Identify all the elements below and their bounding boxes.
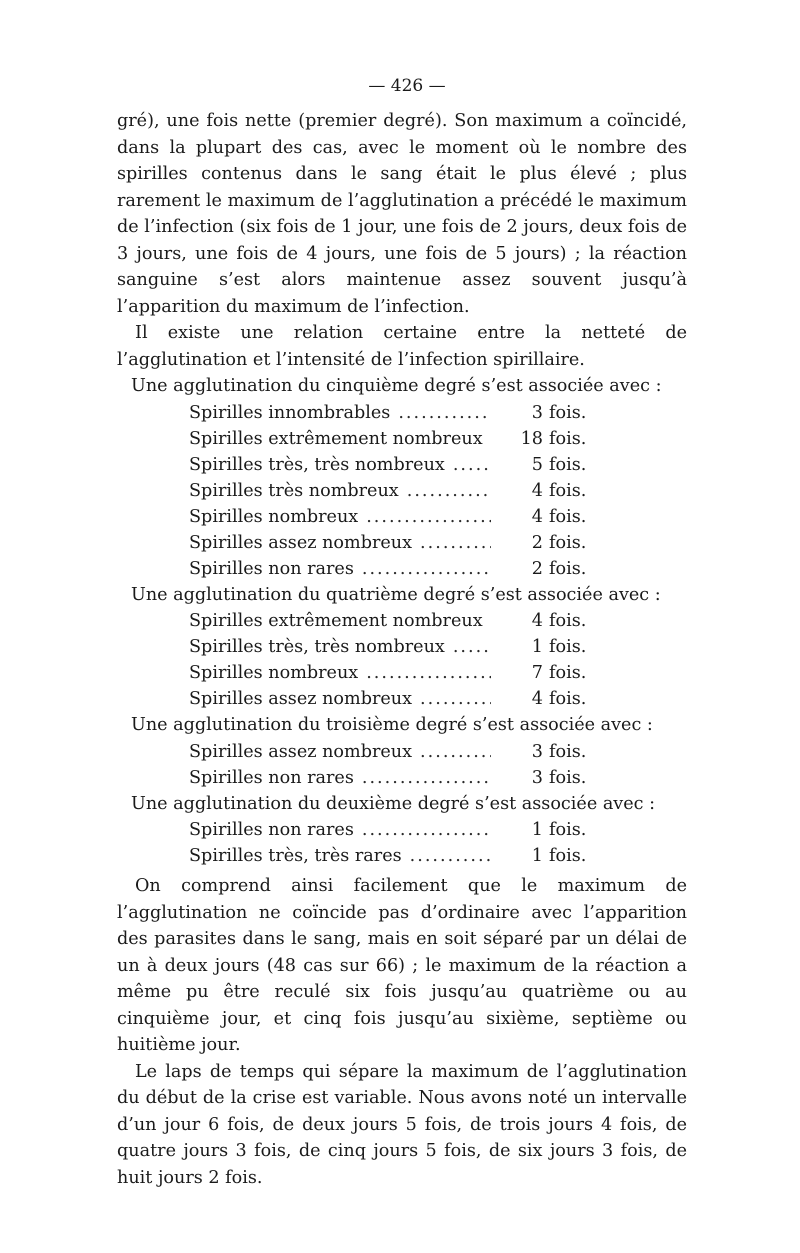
group-heading-third-degree: Une agglutination du troisième degré s’est associée avec : [131, 715, 653, 735]
entry-unit: fois. [549, 402, 587, 423]
dot-leader [390, 400, 491, 426]
entry-label: Spirilles très, très nombreux [189, 454, 445, 475]
list-entry [117, 556, 687, 582]
entry-list-fourth-degree [117, 608, 687, 712]
entry-unit: fois. [549, 663, 587, 683]
list-entry [117, 817, 687, 843]
list-entry [117, 634, 687, 660]
entry-label: Spirilles assez nombreux [189, 532, 413, 553]
entry-count: 3 [531, 402, 543, 423]
entry-list-second-degree [117, 817, 687, 869]
list-entry [117, 504, 687, 530]
paragraph-relation: Il existe une relation certaine entre la netteté de l’agglutination et l’intensité de l’infection spirillaire. [117, 323, 687, 370]
entry-unit: fois. [549, 480, 587, 501]
entry-count: 4 [531, 611, 543, 631]
entry-label: Spirilles très nombreux [189, 480, 399, 501]
entry-count: 5 [531, 454, 543, 475]
entry-label: Spirilles assez nombreux [189, 689, 413, 709]
dot-leader [402, 843, 491, 869]
paragraph-continuation: gré), une fois nette (premier degré). Son maximum a coïncidé, dans la plupart des cas, avec le moment où le nombre des spirilles contenus dans le sang était le plus élevé ; plus rarement le maximum de l’agglutination a précédé le maximum de l’infection (six fois de 1 jour, une fois de 2 jours, deux fois de 3 jours, une fois de 4 jours, une fois de 5 jours) ; la réaction sanguine s’est alors maintenue assez souvent jusqu’à l’apparition du maximum de l’infection. [117, 111, 687, 317]
entry-count: 2 [531, 558, 543, 579]
list-entry [117, 660, 687, 686]
dot-leader [412, 686, 491, 712]
entry-count: 3 [531, 741, 543, 762]
list-entry [117, 400, 687, 426]
paragraph-interval: Le laps de temps qui sépare la maximum de l’agglutination du début de la crise est variable. Nous avons noté un intervalle d’un jour 6 fois, de deux jours 5 fois, de trois jours 4 fois, de quatre jours 3 fois, de cinq jours 5 fois, de six jours 3 fois, de huit jours 2 fois. [117, 1061, 687, 1188]
list-entry [117, 530, 687, 556]
entry-label: Spirilles extrêmement nombreux [189, 428, 483, 449]
dot-leader [399, 478, 491, 504]
entry-count: 3 [531, 767, 543, 788]
entry-unit: fois. [549, 767, 587, 788]
list-entry [117, 843, 687, 869]
dot-leader [358, 504, 491, 530]
entry-count: 7 [531, 663, 543, 683]
entry-count: 1 [531, 846, 543, 866]
entry-count: 1 [531, 820, 543, 840]
entry-unit: fois. [549, 820, 587, 840]
entry-unit: fois. [549, 846, 587, 866]
list-entry [117, 478, 687, 504]
entry-label: Spirilles très, très rares [189, 846, 402, 866]
dot-leader [412, 739, 491, 765]
entry-count: 4 [531, 506, 543, 527]
entry-count: 18 [520, 428, 543, 449]
list-entry [117, 608, 687, 634]
entry-count: 4 [531, 689, 543, 709]
entry-unit: fois. [549, 532, 587, 553]
dot-leader [354, 817, 491, 843]
entry-label: Spirilles non rares [189, 820, 354, 840]
dot-leader [358, 660, 491, 686]
entry-count: 4 [531, 480, 543, 501]
entry-unit: fois. [549, 506, 587, 527]
list-entry [117, 739, 687, 765]
entry-unit: fois. [549, 689, 587, 709]
group-heading-fifth-degree: Une agglutination du cinquième degré s’est associée avec : [131, 376, 662, 396]
entry-label: Spirilles nombreux [189, 663, 359, 683]
entry-unit: fois. [549, 454, 587, 475]
entry-label: Spirilles non rares [189, 558, 354, 579]
group-heading-fourth-degree: Une agglutination du quatrième degré s’est associée avec : [131, 584, 661, 605]
entry-list-fifth-degree [117, 400, 687, 582]
entry-unit: fois. [549, 611, 587, 631]
dot-leader [354, 765, 491, 791]
page-number: — 426 — [368, 76, 446, 96]
list-entry [117, 686, 687, 712]
dot-leader [412, 530, 491, 556]
entry-label: Spirilles très, très nombreux [189, 637, 445, 657]
entry-label: Spirilles extrêmement nombreux [189, 611, 483, 631]
entry-list-third-degree [117, 739, 687, 791]
list-entry [117, 426, 687, 452]
list-entry [117, 452, 687, 478]
dot-leader [445, 634, 491, 660]
entry-label: Spirilles innombrables [189, 402, 391, 423]
entry-unit: fois. [549, 741, 587, 762]
document-page [117, 70, 687, 1191]
list-entry [117, 765, 687, 791]
paragraph-conclusion: On comprend ainsi facilement que le maximum de l’agglutination ne coïncide pas d’ordinaire avec l’apparition des parasites dans le sang, mais en soit séparé par un délai de un à deux jours (48 cas sur 66) ; le maximum de la réaction a même pu être reculé six fois jusqu’au quatrième ou au cinquième jour, et cinq fois jusqu’au sixième, septième ou huitième jour. [117, 876, 687, 1055]
entry-unit: fois. [549, 558, 587, 579]
entry-unit: fois. [549, 428, 587, 449]
dot-leader [483, 426, 491, 452]
dot-leader [354, 556, 491, 582]
dot-leader [483, 608, 491, 634]
entry-count: 2 [531, 532, 543, 553]
entry-label: Spirilles nombreux [189, 506, 359, 527]
entry-label: Spirilles assez nombreux [189, 741, 413, 762]
group-heading-second-degree: Une agglutination du deuxième degré s’est associée avec : [131, 793, 656, 814]
entry-unit: fois. [549, 637, 587, 657]
dot-leader [445, 452, 491, 478]
entry-label: Spirilles non rares [189, 767, 354, 788]
entry-count: 1 [531, 637, 543, 657]
